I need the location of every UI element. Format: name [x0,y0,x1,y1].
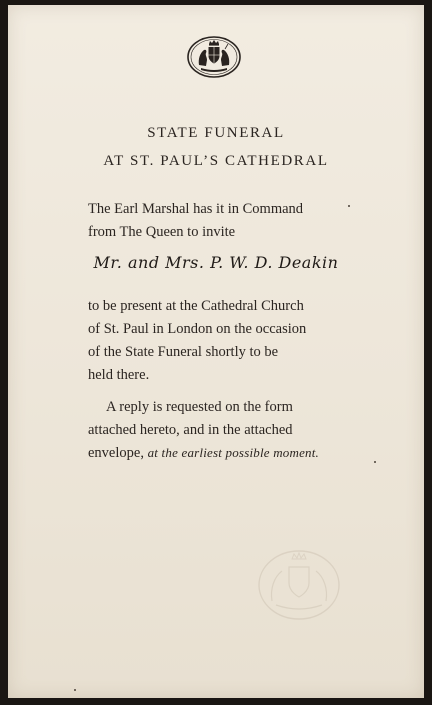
paragraph-line-4: held there. [88,367,150,383]
reply-line-3-start: envelope, [88,445,144,461]
reply-emphasis: at the earliest possible moment. [147,445,320,460]
reply-line-3 [88,445,319,462]
guest-name: Mr. and Mrs. P. W. D. Deakin [93,253,339,272]
intro-line-1: The Earl Marshal has it in Command [88,201,304,217]
heading-line-1: STATE FUNERAL [147,125,285,141]
paragraph-line-1: to be present at the Cathedral Church [88,298,304,314]
reply-line-2: attached hereto, and in the attached [88,422,293,438]
invitation-card [8,5,424,698]
paper-speck [74,689,76,691]
paper-speck [374,461,376,463]
paper-speck [348,205,350,207]
paragraph-line-3: of the State Funeral shortly to be [88,344,279,360]
intro-line-2: from The Queen to invite [88,224,236,240]
reply-line-1: A reply is requested on the form [106,399,293,415]
royal-coat-of-arms-icon [186,35,242,79]
paragraph-line-2: of St. Paul in London on the occasion [88,321,307,337]
heading-line-2: AT ST. PAUL’S CATHEDRAL [103,153,329,169]
embossed-seal-icon [254,545,344,625]
